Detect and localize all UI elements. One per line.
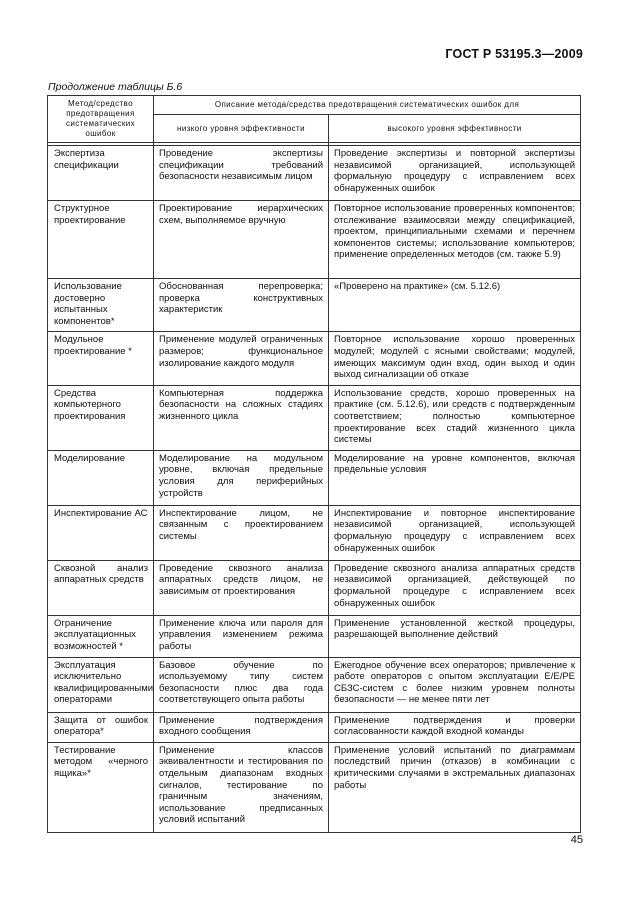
method-cell: Защита от ошибок оператора* [48, 712, 154, 742]
low-level-cell: Моделирование на модульном уровне, включая предельные условия для периферийных устройств [154, 450, 329, 505]
table-row [48, 657, 581, 712]
high-level-cell: Использование средств, хорошо проверенных на практике (см. 5.12.6), или средств с подтвержденным соответствием; полностью компьютерное проектирование всех стадий жизненного цикла системы [329, 385, 581, 450]
high-level-cell: «Проверено на практике» (см. 5.12.6) [329, 279, 581, 332]
table-row [48, 615, 581, 657]
method-cell: Средства компьютерного проектирования [48, 385, 154, 450]
high-level-cell: Повторное использование проверенных компонентов; отслеживание взаимосвязи между спецификацией, проектом, принципиальными схемами и перечнем компонентов системы; использование компьютеров; применение определенных методов (см. также 5.9) [329, 201, 581, 279]
low-level-cell: Базовое обучение по используемому типу систем безопасности плюс два года соответствующего опыта работы [154, 657, 329, 712]
table-row [48, 201, 581, 279]
low-level-cell: Применение ключа или пароля для управления изменением режима работы [154, 615, 329, 657]
table-row [48, 560, 581, 615]
low-level-cell: Проведение сквозного анализа аппаратных средств лицом, не зависимым от проектирования [154, 560, 329, 615]
high-level-cell: Применение подтверждения и проверки согласованности каждой входной команды [329, 712, 581, 742]
method-cell: Использование достоверно испытанных компонентов* [48, 279, 154, 332]
low-level-cell: Проектирование иерархических схем, выполняемое вручную [154, 201, 329, 279]
table-row [48, 146, 581, 201]
high-level-cell: Применение установленной жесткой процедуры, разрешающей выполнение действий [329, 615, 581, 657]
column-header-high: высокого уровня эффективности [329, 115, 581, 143]
high-level-cell: Проведение экспертизы и повторной экспертизы независимой организацией, использующей формальную процедуру с исправлением всех обнаруженных ошибок [329, 146, 581, 201]
high-level-cell: Проведение сквозного анализа аппаратных средств независимой организацией, действующей по формальной процедуре с исправлением всех обнаруженных ошибок [329, 560, 581, 615]
table-row [48, 332, 581, 385]
low-level-cell: Применение классов эквивалентности и тестирования по отдельным диапазонам входных сигналов, тестирование по граничным значениям, использование предписанных условий испытаний [154, 742, 329, 832]
low-level-cell: Инспектирование лицом, не связанным с проектированием системы [154, 505, 329, 560]
method-cell: Экспертиза спецификации [48, 146, 154, 201]
high-level-cell: Ежегодное обучение всех операторов; привлечение к работе операторов с опытом эксплуатации Е/Е/РЕ СБЗС-систем с более низким уровнем полноты безопасности — не менее пяти лет [329, 657, 581, 712]
method-cell: Модульное проектирование * [48, 332, 154, 385]
method-cell: Моделирование [48, 450, 154, 505]
column-header-description: Описание метода/средства предотвращения систематических ошибок для [154, 96, 581, 115]
method-cell: Ограничение эксплуатационных возможностей * [48, 615, 154, 657]
page-number: 45 [570, 834, 583, 846]
table-row [48, 385, 581, 450]
column-header-method: Метод/средство предотвращения систематических ошибок [48, 96, 154, 143]
method-cell: Структурное проектирование [48, 201, 154, 279]
high-level-cell: Повторное использование хорошо проверенных модулей; модулей с ясными свойствами; модулей, имеющих максимум один вход, один выход и один выход сигнализации об отказе [329, 332, 581, 385]
low-level-cell: Применение модулей ограниченных размеров; функциональное изолирование каждого модуля [154, 332, 329, 385]
table-row [48, 450, 581, 505]
table-caption: Продолжение таблицы Б.6 [48, 81, 183, 93]
methods-table [47, 95, 581, 833]
table-row [48, 712, 581, 742]
column-header-low: низкого уровня эффективности [154, 115, 329, 143]
method-cell: Инспектирование АС [48, 505, 154, 560]
high-level-cell: Инспектирование и повторное инспектирование независимой организацией, использующей формальную процедуру с исправлением всех обнаруженных ошибок [329, 505, 581, 560]
method-cell: Тестирование методом «черного ящика»* [48, 742, 154, 832]
document-code: ГОСТ Р 53195.3—2009 [445, 47, 583, 61]
high-level-cell: Моделирование на уровне компонентов, включая предельные условия [329, 450, 581, 505]
high-level-cell: Применение условий испытаний по диаграммам последствий причин (отказов) в комбинации с критическими случаями в экстремальных диапазонах работы [329, 742, 581, 832]
table-row [48, 279, 581, 332]
low-level-cell: Компьютерная поддержка безопасности на сложных стадиях жизненного цикла [154, 385, 329, 450]
method-cell: Эксплуатация исключительно квалифицированными операторами [48, 657, 154, 712]
low-level-cell: Обоснованная перепроверка; проверка конструктивных характеристик [154, 279, 329, 332]
low-level-cell: Проведение экспертизы спецификации требований безопасности независимым лицом [154, 146, 329, 201]
method-cell: Сквозной анализ аппаратных средств [48, 560, 154, 615]
table-row [48, 742, 581, 832]
table-row [48, 505, 581, 560]
low-level-cell: Применение подтверждения входного сообщения [154, 712, 329, 742]
